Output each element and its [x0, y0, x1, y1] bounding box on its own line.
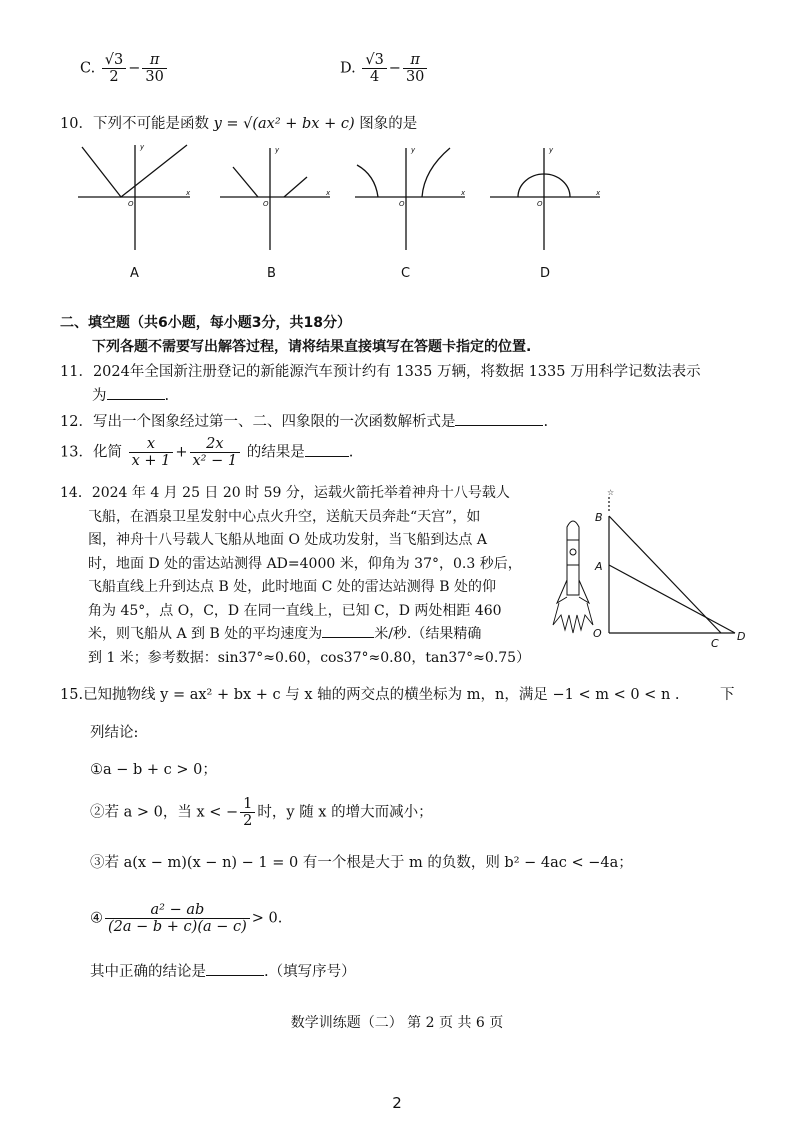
q14-answer-blank[interactable] — [322, 623, 374, 638]
q9-d-fraction-2: $\frac{\pi}{30}$ — [403, 52, 427, 85]
q15-answer-blank[interactable] — [206, 961, 264, 976]
q11-line1: 11．2024年全国新注册登记的新能源汽车预计约有 1335 万辆，将数据 1335 万用科学记数法表示 — [60, 364, 701, 380]
q10-label-b: B — [267, 266, 276, 281]
q15-answer: 其中正确的结论是 .（填写序号） — [90, 960, 356, 981]
q15-line1-tail: 下 — [720, 687, 735, 703]
q13-answer-blank[interactable] — [305, 442, 349, 457]
svg-text:x: x — [461, 189, 466, 197]
svg-text:A: A — [595, 560, 603, 573]
svg-text:O: O — [128, 200, 134, 208]
q10-label-d: D — [540, 266, 551, 281]
rocket-icon — [553, 521, 593, 633]
q9-option-c: C. $\frac{√3}{2}$ − $\frac{\pi}{30}$ — [80, 52, 169, 85]
q10-graph-a — [78, 145, 190, 250]
q10-graph-c — [355, 148, 465, 250]
svg-text:O: O — [399, 200, 405, 208]
q12: 12．写出一个图象经过第一、二、四象限的一次函数解析式是 . — [60, 410, 548, 431]
svg-text:O: O — [593, 627, 602, 640]
q15-conclusion-3: ③若 a(x − m)(x − n) − 1 = 0 有一个根是大于 m 的负数，则 b² − 4ac < −4a； — [90, 855, 633, 871]
svg-text:y: y — [275, 146, 280, 154]
q11-answer-blank[interactable] — [107, 385, 165, 400]
q11-line2: 为 . — [92, 384, 169, 405]
svg-text:y: y — [411, 146, 416, 154]
q13-fraction-1: $\frac{x}{x + 1}$ — [129, 436, 174, 469]
footer-title: 数学训练题（二） 第 2 页 共 6 页 — [290, 1015, 504, 1031]
svg-text:y: y — [140, 143, 145, 151]
q9-d-fraction-1: $\frac{√3}{4}$ — [362, 52, 386, 85]
q14-text: 14．2024 年 4 月 25 日 20 时 59 分，运载火箭托举着神舟十八号载人 飞船，在酒泉卫星发射中心点火升空，送航天员奔赴“天宫”，如 图，神舟十八号载人飞船从地面 O 处成功发射，当飞船到达点 A 时，地面 D 处的雷达站测得 AD=4000 米，仰角为 37°，0.3 秒后， 飞船直线上升到达点 B 处，此时地面 C 处的雷达站测得 B 处的仰 角为 45°，点 O，C，D 在同一直线上，已知 C，D 两处相距 460 米，则飞船从 A 到 B 处的平均速度为 米/秒.（结果精确 到 1 米；参考数据：sin37°≈0.60，cos37°≈0.80，tan37°≈0.75） — [60, 485, 531, 666]
section-2-instruction: 下列各题不需要写出解答过程，请将结果直接填写在答题卡指定的位置. — [92, 339, 532, 355]
svg-text:O: O — [263, 200, 269, 208]
svg-text:D: D — [737, 630, 746, 643]
q10-stem: 10．下列不可能是函数 y = √(ax² + bx + c) 图象的是 — [60, 116, 418, 132]
q10-graph-b — [220, 148, 330, 250]
page-number: 2 — [392, 1094, 402, 1112]
q15-fraction-4: $\frac{\text{a² − ab}}{(2a - b + c)(a - c)}$ — [105, 902, 250, 935]
svg-text:O: O — [537, 200, 543, 208]
q15-fraction-half: $\frac{1}{2}$ — [240, 796, 255, 829]
svg-text:y: y — [549, 146, 554, 154]
q14-diagram — [545, 485, 755, 655]
q15-conclusion-4: ④ $\frac{\text{a² − ab}}{(2a - b + c)(a - c)}$ > 0. — [90, 902, 283, 935]
q15-conclusion-2: ②若 a > 0，当 x < − $\frac{1}{2}$ 时，y 随 x 的增大而减小； — [90, 796, 433, 829]
q10-graph-d — [490, 148, 600, 250]
q15-line1: 15.已知抛物线 y = ax² + bx + c 与 x 轴的两交点的横坐标为 m，n，满足 −1 < m < 0 < n . — [60, 687, 680, 703]
q13: 13．化简 $\frac{x}{x + 1}$ + $\frac{2x}{\text{x² − 1}}$ 的结果是 . — [60, 436, 354, 469]
q12-answer-blank[interactable] — [455, 411, 543, 426]
q10-graphs — [60, 140, 620, 290]
q15-line2: 列结论: — [90, 725, 139, 741]
q10-formula: y = √(ax² + bx + c) — [213, 116, 355, 132]
q9-c-fraction-2: $\frac{\pi}{30}$ — [142, 52, 166, 85]
svg-text:x: x — [326, 189, 331, 197]
svg-text:B: B — [595, 511, 603, 524]
q10-label-a: A — [130, 266, 139, 281]
q15-conclusion-1: ①a − b + c > 0； — [90, 762, 217, 778]
svg-text:x: x — [186, 189, 191, 197]
q13-fraction-2: $\frac{2x}{\text{x² − 1}}$ — [190, 436, 241, 469]
q10-label-c: C — [401, 266, 411, 281]
q9-c-fraction-1: $\frac{√3}{2}$ — [102, 52, 126, 85]
q9-option-d: D. $\frac{√3}{4}$ − $\frac{\pi}{30}$ — [340, 52, 429, 85]
svg-text:C: C — [711, 637, 719, 650]
svg-text:☆: ☆ — [607, 488, 615, 497]
svg-text:x: x — [596, 189, 601, 197]
section-2-title: 二、填空题（共6小题，每小题3分，共18分） — [60, 315, 351, 331]
